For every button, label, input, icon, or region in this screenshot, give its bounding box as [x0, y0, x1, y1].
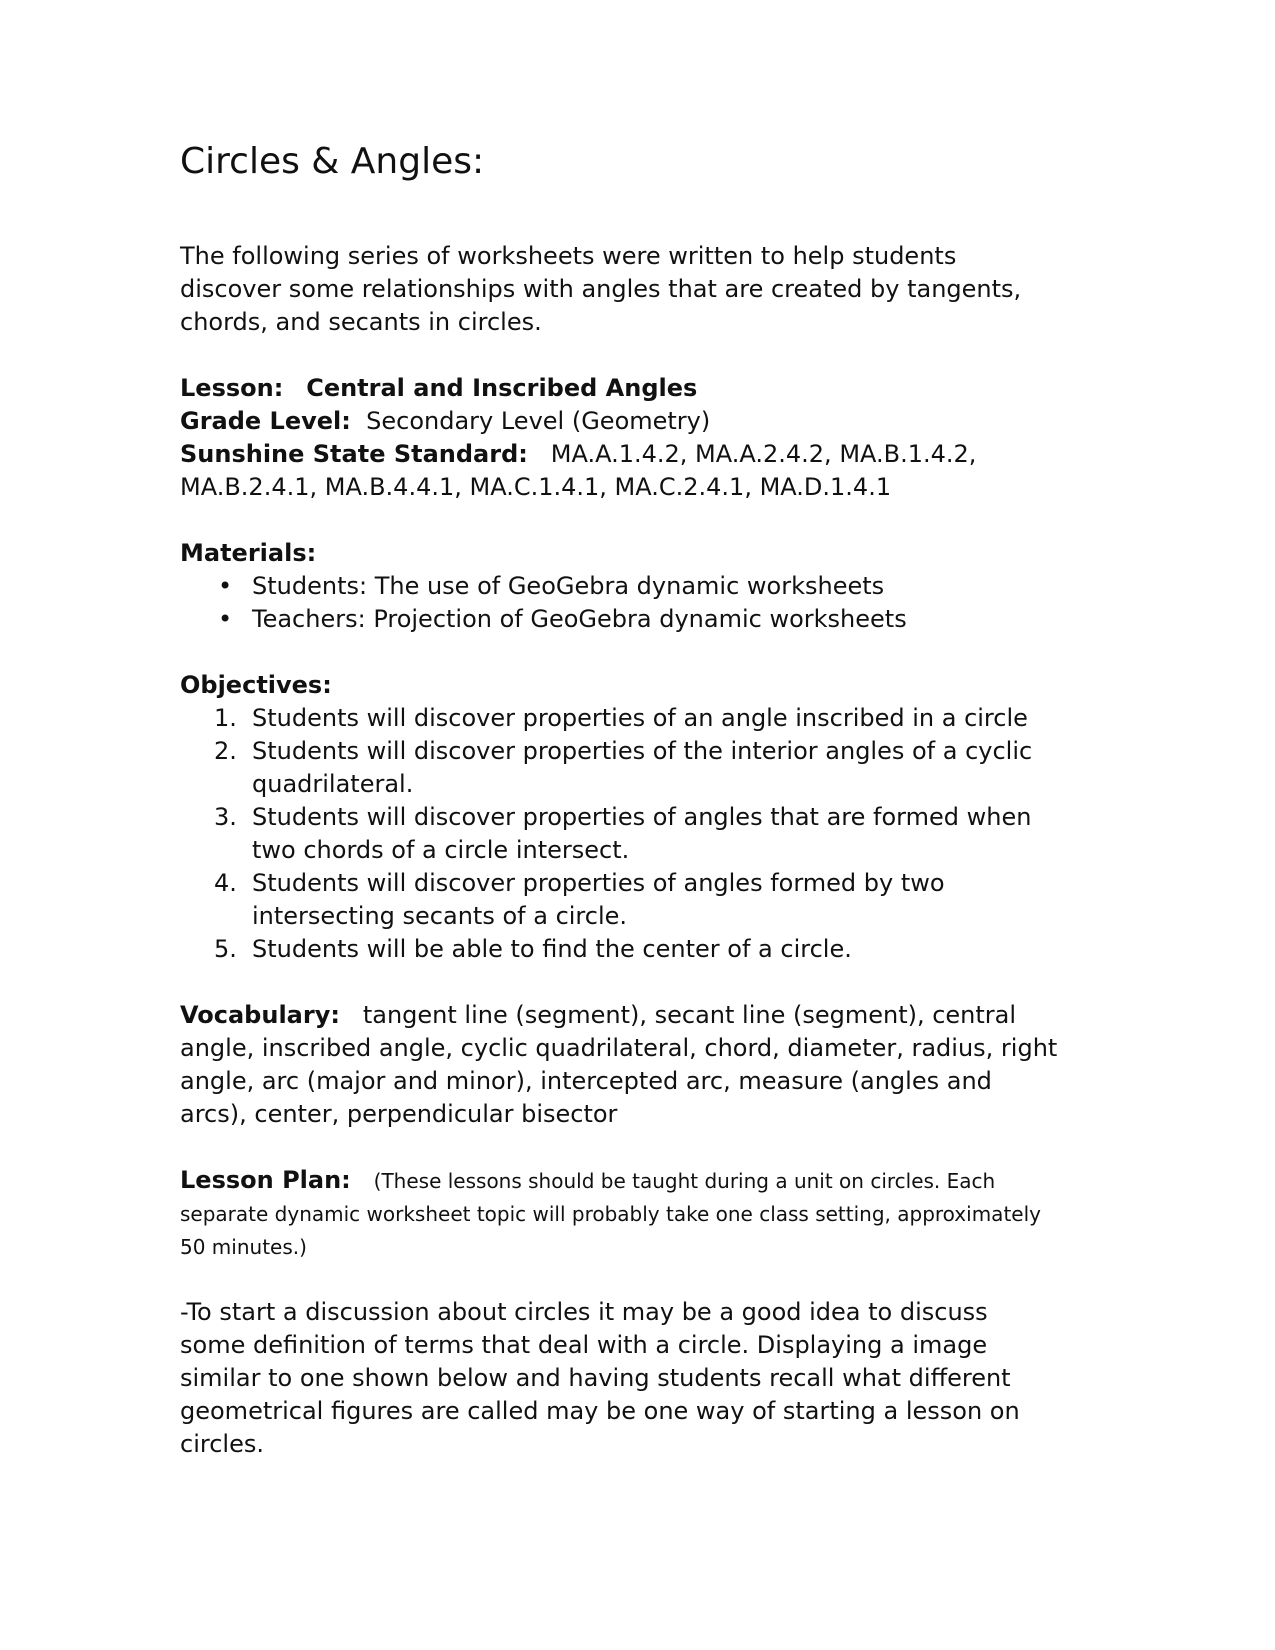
lesson-line: [180, 372, 1060, 405]
bullet-icon: •: [218, 572, 233, 600]
objective-number: 3.: [214, 803, 237, 831]
lesson-meta: [180, 372, 1060, 504]
list-item: [180, 867, 1060, 933]
objective-number: 2.: [214, 737, 237, 765]
standard-value: MA.A.1.4.2, MA.A.2.4.2, MA.B.1.4.2, MA.B.2.4.1, MA.B.4.4.1, MA.C.1.4.1, MA.C.2.4.1, MA.D.1.4.1: [180, 440, 977, 501]
vocabulary-paragraph: [180, 999, 1060, 1131]
list-item: [180, 933, 1060, 966]
objective-number: 4.: [214, 869, 237, 897]
objective-text: Students will discover properties of an angle inscribed in a circle: [252, 704, 1028, 732]
lesson-plan-note: (These lessons should be taught during a unit on circles. Each separate dynamic worksheet topic will probably take one class setting, approximately 50 minutes.): [180, 1169, 1041, 1259]
list-item: [180, 702, 1060, 735]
closing-paragraph: -To start a discussion about circles it may be a good idea to discuss some definition of terms that deal with a circle. Displaying a image similar to one shown below and having students recall what different geometrical figures are called may be one way of starting a lesson on circles.: [180, 1298, 1020, 1458]
objective-text: Students will discover properties of the interior angles of a cyclic quadrilateral.: [252, 737, 1033, 798]
objective-text: Students will be able to find the center of a circle.: [252, 935, 852, 963]
materials-item-text: Students: The use of GeoGebra dynamic worksheets: [252, 572, 885, 600]
objective-number: 1.: [214, 704, 237, 732]
lesson-plan-paragraph: [180, 1164, 1060, 1263]
bullet-icon: •: [218, 605, 233, 633]
list-item: [180, 801, 1060, 867]
lesson-value: Central and Inscribed Angles: [306, 374, 698, 402]
objectives-list: [180, 702, 1060, 966]
vocabulary-section: [180, 999, 1060, 1131]
objectives-heading: Objectives:: [180, 671, 332, 699]
objective-text: Students will discover properties of angles formed by two intersecting secants of a circle.: [252, 869, 945, 930]
page-title: Circles & Angles:: [180, 141, 485, 182]
closing-section: [180, 1296, 1060, 1461]
materials-section: [180, 537, 1060, 636]
materials-list: [180, 570, 1060, 636]
grade-level-label: Grade Level:: [180, 407, 351, 435]
standard-label: Sunshine State Standard:: [180, 440, 528, 468]
objective-text: Students will discover properties of angles that are formed when two chords of a circle intersect.: [252, 803, 1032, 864]
materials-heading: Materials:: [180, 539, 317, 567]
lesson-label: Lesson:: [180, 374, 284, 402]
vocabulary-label: Vocabulary:: [180, 1001, 340, 1029]
grade-level-line: [180, 405, 1060, 438]
lesson-plan-label: Lesson Plan:: [180, 1166, 351, 1194]
list-item: [180, 735, 1060, 801]
list-item: [180, 603, 1060, 636]
document-body: [180, 140, 1060, 1461]
vocabulary-text: tangent line (segment), secant line (segment), central angle, inscribed angle, cyclic quadrilateral, chord, diameter, radius, right angle, arc (major and minor), intercepted arc, measure (angles and arcs), center, perpendicular bisector: [180, 1001, 1058, 1128]
objective-number: 5.: [214, 935, 237, 963]
intro-paragraph: The following series of worksheets were written to help students discover some relationships with angles that are created by tangents, chords, and secants in circles.: [180, 242, 1022, 336]
materials-item-text: Teachers: Projection of GeoGebra dynamic worksheets: [252, 605, 907, 633]
standard-line: [180, 438, 1060, 504]
objectives-section: [180, 669, 1060, 966]
grade-level-value: Secondary Level (Geometry): [366, 407, 711, 435]
list-item: [180, 570, 1060, 603]
lesson-plan-section: [180, 1164, 1060, 1263]
